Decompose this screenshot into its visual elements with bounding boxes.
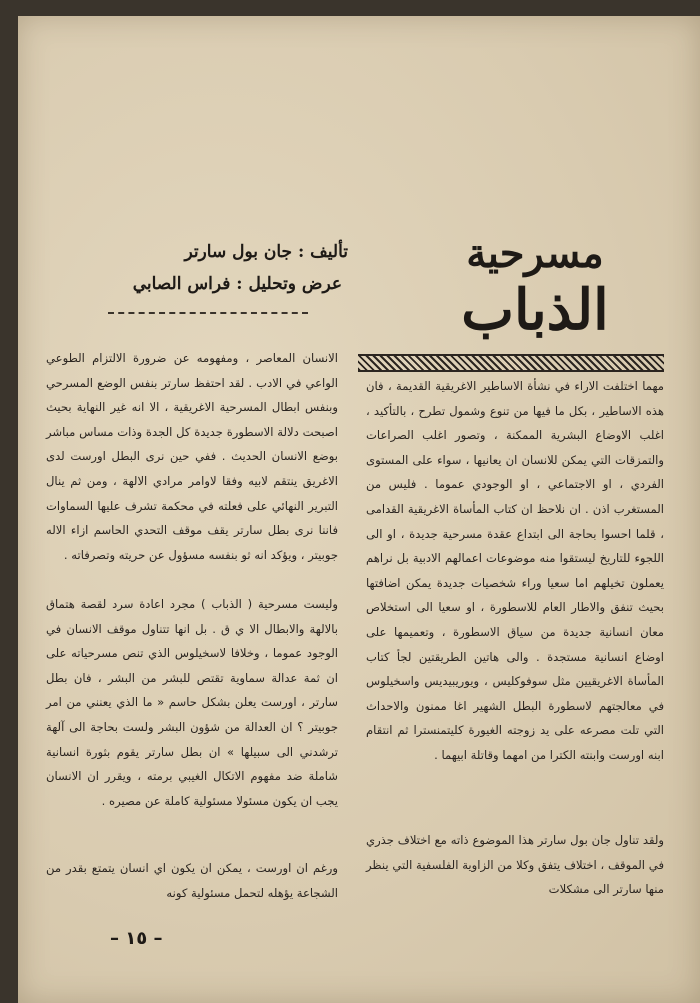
magazine-page [18,16,700,1003]
byline-dashed-rule [108,312,308,314]
paragraph-text: ولقد تناول جان بول سارتر هذا الموضوع ذاته مع اختلاف جذري في الموقف ، اختلاف يتفق وكلا من الزاوية الفلسفية التي ينظر منها سارتر الى مشكلات [366,833,664,897]
title-line-1: مسرحية [466,230,604,277]
left-column-paragraph-1 [46,346,338,567]
paragraph-text: ورغم ان اورست ، يمكن ان يكون اي انسان يتمتع بقدر من الشجاعة يؤهله لتحمل مسئولية كونه [46,861,338,900]
left-column-paragraph-2 [46,592,338,813]
title-decorative-rule [358,354,664,372]
left-column-paragraph-3 [46,856,338,905]
page-number: – ١٥ – [110,928,163,949]
reviewer-line: عرض وتحليل : فراس الصابي [132,274,342,294]
paragraph-text: وليست مسرحية ( الذباب ) مجرد اعادة سرد لقصة هتماق بالالهة والابطال الا ي ق . بل انها تتناول موقف الانسان في الوجود عموما ، وخلافا لاسخيلوس الذي تنص مسرحياته على ان ثمة عدالة سماوية تقتص للبشر من البشر ، فان بطل سارتر ، اورست يعلن بشكل حاسم « ما الذي يعنني من امر جوبيتر ؟ ان العدالة من شؤون البشر ولست بحاجة الى آلهة ترشدني الى سبيلها » ان بطل سارتر يقوم بثورة انسانية شاملة ضد مفهوم الاتكال الغيبي برمته ، ويقرر ان الانسان يجب ان يكون مسئولا مسئولية كاملة عن مصيره . [46,597,338,808]
right-column-paragraph-2 [366,828,664,902]
title-line-2: الذباب [461,277,609,343]
paragraph-text: مهما اختلفت الاراء في نشأة الاساطير الاغريقية القديمة ، فان هذه الاساطير ، بكل ما فيها من تنوع وشمول تطرح ، بالتأكيد ، اغلب الاوضاع البشرية الممكنة ، وتصور اغلب الصراعات والتمزقات التي يمكن للانسان ان يعانيها ، سواء على المستوى الفردي ، او الاجتماعي ، او الوجودي عموما . فليس من المستغرب اذن . ان نلاحظ ان كتاب المأساة الاغريقية القدامى ، قلما احسوا بحاجة الى ابتداع عقدة مسرحية جديدة ، او الى اللجوء للتاريخ ليستقوا منه موضوعات اعمالهم الادبية بل نراهم يعملون تخيلهم اما سعيا وراء شخصيات جديدة يمكن اضافتها بحيث تنفق والاطار العام للاسطورة ، او سعيا الى استخلاص معان انسانية جديدة من سياق الاسطورة ، وتعميمها على اوضاع انسانية مستجدة . والى هاتين الطريقتين لجأ كتاب المأساة الاغريقيين مثل سوفوكليس ، ويوريبيديس واسخيلوس في معالجتهم لاسطورة البطل الشهير اغا ممنون والاحداث التي تلت مصرعه على يد زوجته الغيورة كليتمنسترا ثم انتقام ابنه اورست وابنته الكترا من امهما وقاتلة ابيهما . [366,379,664,762]
article-title [430,230,640,342]
author-line: تأليف : جان بول سارتر [184,242,348,262]
right-column-paragraph-1 [366,374,664,768]
paragraph-text: الانسان المعاصر ، ومفهومه عن ضرورة الالتزام الطوعي الواعي في الادب . لقد احتفظ سارتر بنفس الوضع المسرحي وبنفس ابطال المسرحية الاغريقية ، الا انه غير النهاية بحيث اصبحت دلالة الاسطورة جديدة كل الجدة وذات مساس مباشر بوضع الانسان الحديث . ففي حين نرى البطل اورست لدى الاغريق ينتقم لابيه وفقا لاوامر مرادي الالهة ، ومن ثم ينال التبرير النهائي على فعلته في محكمة تشرف عليها السماوات فاننا نرى بطل سارتر يقف موقف التحدي الحاسم ازاء الاله جوبيتر ، ويؤكد انه ثو بنفسه مسؤول عن حريته وتصرفاته . [46,351,338,562]
